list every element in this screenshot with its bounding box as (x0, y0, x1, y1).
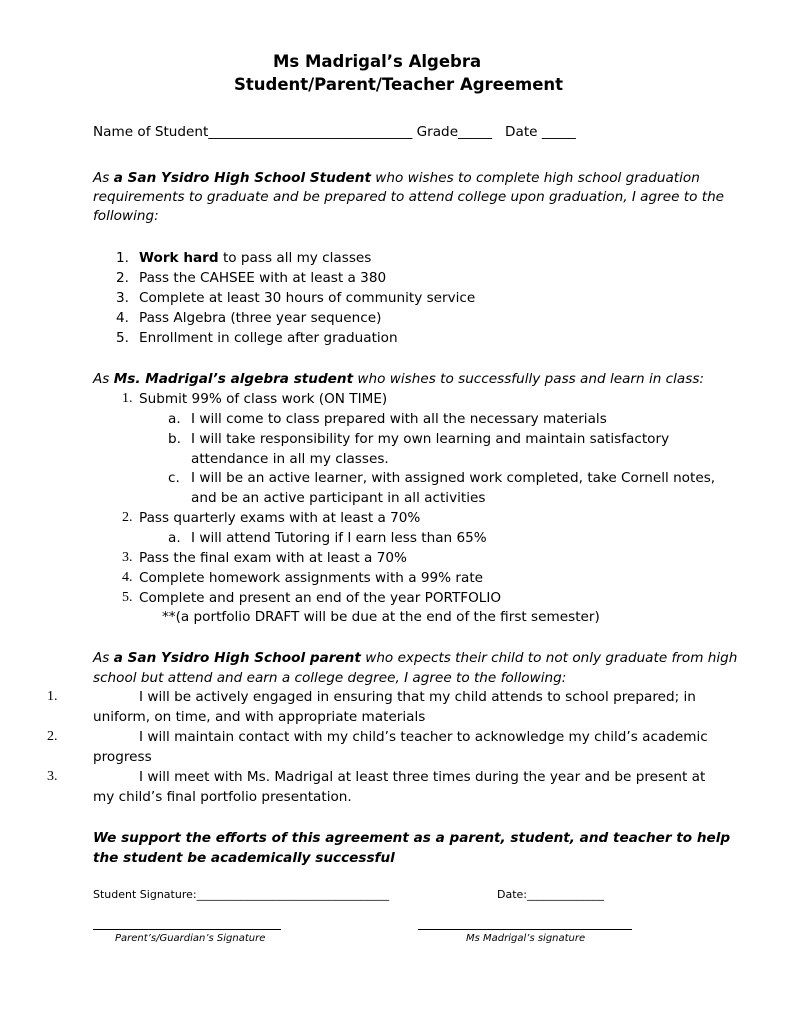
parent-item-2-line2: progress (93, 749, 152, 765)
name-row (93, 124, 576, 140)
signature-date-field[interactable]: ______________ (527, 888, 604, 901)
algebra-item-1c-line2: and be an active participant in all activities (191, 490, 486, 506)
student-intro-line3: following: (93, 208, 159, 224)
student-item-5-num: 5. (116, 330, 129, 346)
parent-item-2-num: 2. (47, 729, 58, 744)
page-title: Ms Madrigal’s Algebra (273, 52, 482, 71)
student-item-2-num: 2. (116, 270, 129, 286)
student-item-4-num: 4. (116, 310, 129, 326)
algebra-item-2: Pass quarterly exams with at least a 70% (139, 510, 421, 526)
student-signature-label: Student Signature: (93, 888, 197, 901)
algebra-item-2-num: 2. (122, 510, 133, 525)
student-intro-line2: requirements to graduate and be prepared to attend college upon graduation, I agree to the (93, 189, 725, 205)
teacher-signature-caption: Ms Madrigal’s signature (466, 933, 586, 944)
parent-item-1-num: 1. (47, 689, 58, 704)
parent-item-3-line2: my child’s final portfolio presentation. (93, 789, 352, 805)
algebra-item-1b-line2: attendance in all my classes. (191, 451, 389, 467)
student-intro-bold: a San Ysidro High School Student (113, 170, 371, 186)
student-intro-line1: As a San Ysidro High School Student who wishes to complete high school graduation (93, 170, 700, 186)
algebra-item-5-num: 5. (122, 590, 133, 605)
algebra-intro-bold: Ms. Madrigal’s algebra student (113, 371, 354, 387)
grade-label: Grade (416, 124, 459, 140)
student-item-1-num: 1. (116, 250, 129, 266)
parent-item-2-line1: I will maintain contact with my child’s teacher to acknowledge my child’s academic (139, 729, 708, 745)
parent-intro-bold: a San Ysidro High School parent (113, 650, 361, 666)
name-field[interactable]: ______________________________ (208, 124, 413, 140)
parent-intro-line1: As a San Ysidro High School parent who expects their child to not only graduate from high (93, 650, 738, 666)
algebra-item-5: Complete and present an end of the year PORTFOLIO (139, 590, 502, 606)
support-statement-line2: the student be academically successful (93, 850, 395, 866)
support-statement-line1: We support the efforts of this agreement as a parent, student, and teacher to help (93, 830, 731, 846)
parent-intro-line2: school but attend and earn a college degree, I agree to the following: (93, 670, 567, 686)
algebra-item-1: Submit 99% of class work (ON TIME) (139, 391, 388, 407)
algebra-item-2a-letter: a. (168, 530, 181, 546)
parent-item-1-line2: uniform, on time, and with appropriate materials (93, 709, 426, 725)
algebra-item-1c-line1: I will be an active learner, with assigned work completed, take Cornell notes, (191, 470, 716, 486)
algebra-item-1b-letter: b. (168, 431, 181, 447)
grade-field[interactable]: _____ (458, 124, 493, 140)
student-signature-field[interactable]: ___________________________________ (196, 888, 390, 901)
student-item-3: Complete at least 30 hours of community service (139, 290, 476, 306)
algebra-item-4-num: 4. (122, 570, 133, 585)
signature-date-label: Date: (497, 888, 527, 901)
algebra-item-1-num: 1. (122, 391, 133, 406)
algebra-intro: As Ms. Madrigal’s algebra student who wishes to successfully pass and learn in class: (93, 371, 704, 387)
parent-signature-line[interactable] (93, 929, 281, 930)
student-item-1: Work hard to pass all my classes (139, 250, 372, 266)
name-label: Name of Student (93, 124, 209, 140)
student-item-4: Pass Algebra (three year sequence) (139, 310, 382, 326)
algebra-item-1c-letter: c. (168, 470, 180, 486)
algebra-item-1a-letter: a. (168, 411, 181, 427)
student-signature-row (93, 888, 389, 901)
algebra-item-4: Complete homework assignments with a 99% rate (139, 570, 484, 586)
algebra-item-3: Pass the final exam with at least a 70% (139, 550, 407, 566)
page-subtitle: Student/Parent/Teacher Agreement (234, 75, 564, 94)
parent-item-1-line1: I will be actively engaged in ensuring that my child attends to school prepared; in (139, 689, 696, 705)
algebra-item-2a: I will attend Tutoring if I earn less than 65% (191, 530, 487, 546)
algebra-item-1b-line1: I will take responsibility for my own learning and maintain satisfactory (191, 431, 670, 447)
signature-date-row (497, 888, 604, 901)
parent-item-3-line1: I will meet with Ms. Madrigal at least three times during the year and be present at (139, 769, 706, 785)
parent-signature-caption: Parent’s/Guardian’s Signature (115, 933, 266, 944)
portfolio-note: **(a portfolio DRAFT will be due at the end of the first semester) (162, 609, 600, 625)
algebra-item-1a: I will come to class prepared with all the necessary materials (191, 411, 607, 427)
algebra-item-3-num: 3. (122, 550, 133, 565)
parent-item-3-num: 3. (47, 769, 58, 784)
student-item-2: Pass the CAHSEE with at least a 380 (139, 270, 387, 286)
student-item-5: Enrollment in college after graduation (139, 330, 398, 346)
date-label: Date (505, 124, 538, 140)
student-item-3-num: 3. (116, 290, 129, 306)
date-field[interactable]: _____ (541, 124, 576, 140)
teacher-signature-line[interactable] (418, 929, 632, 930)
